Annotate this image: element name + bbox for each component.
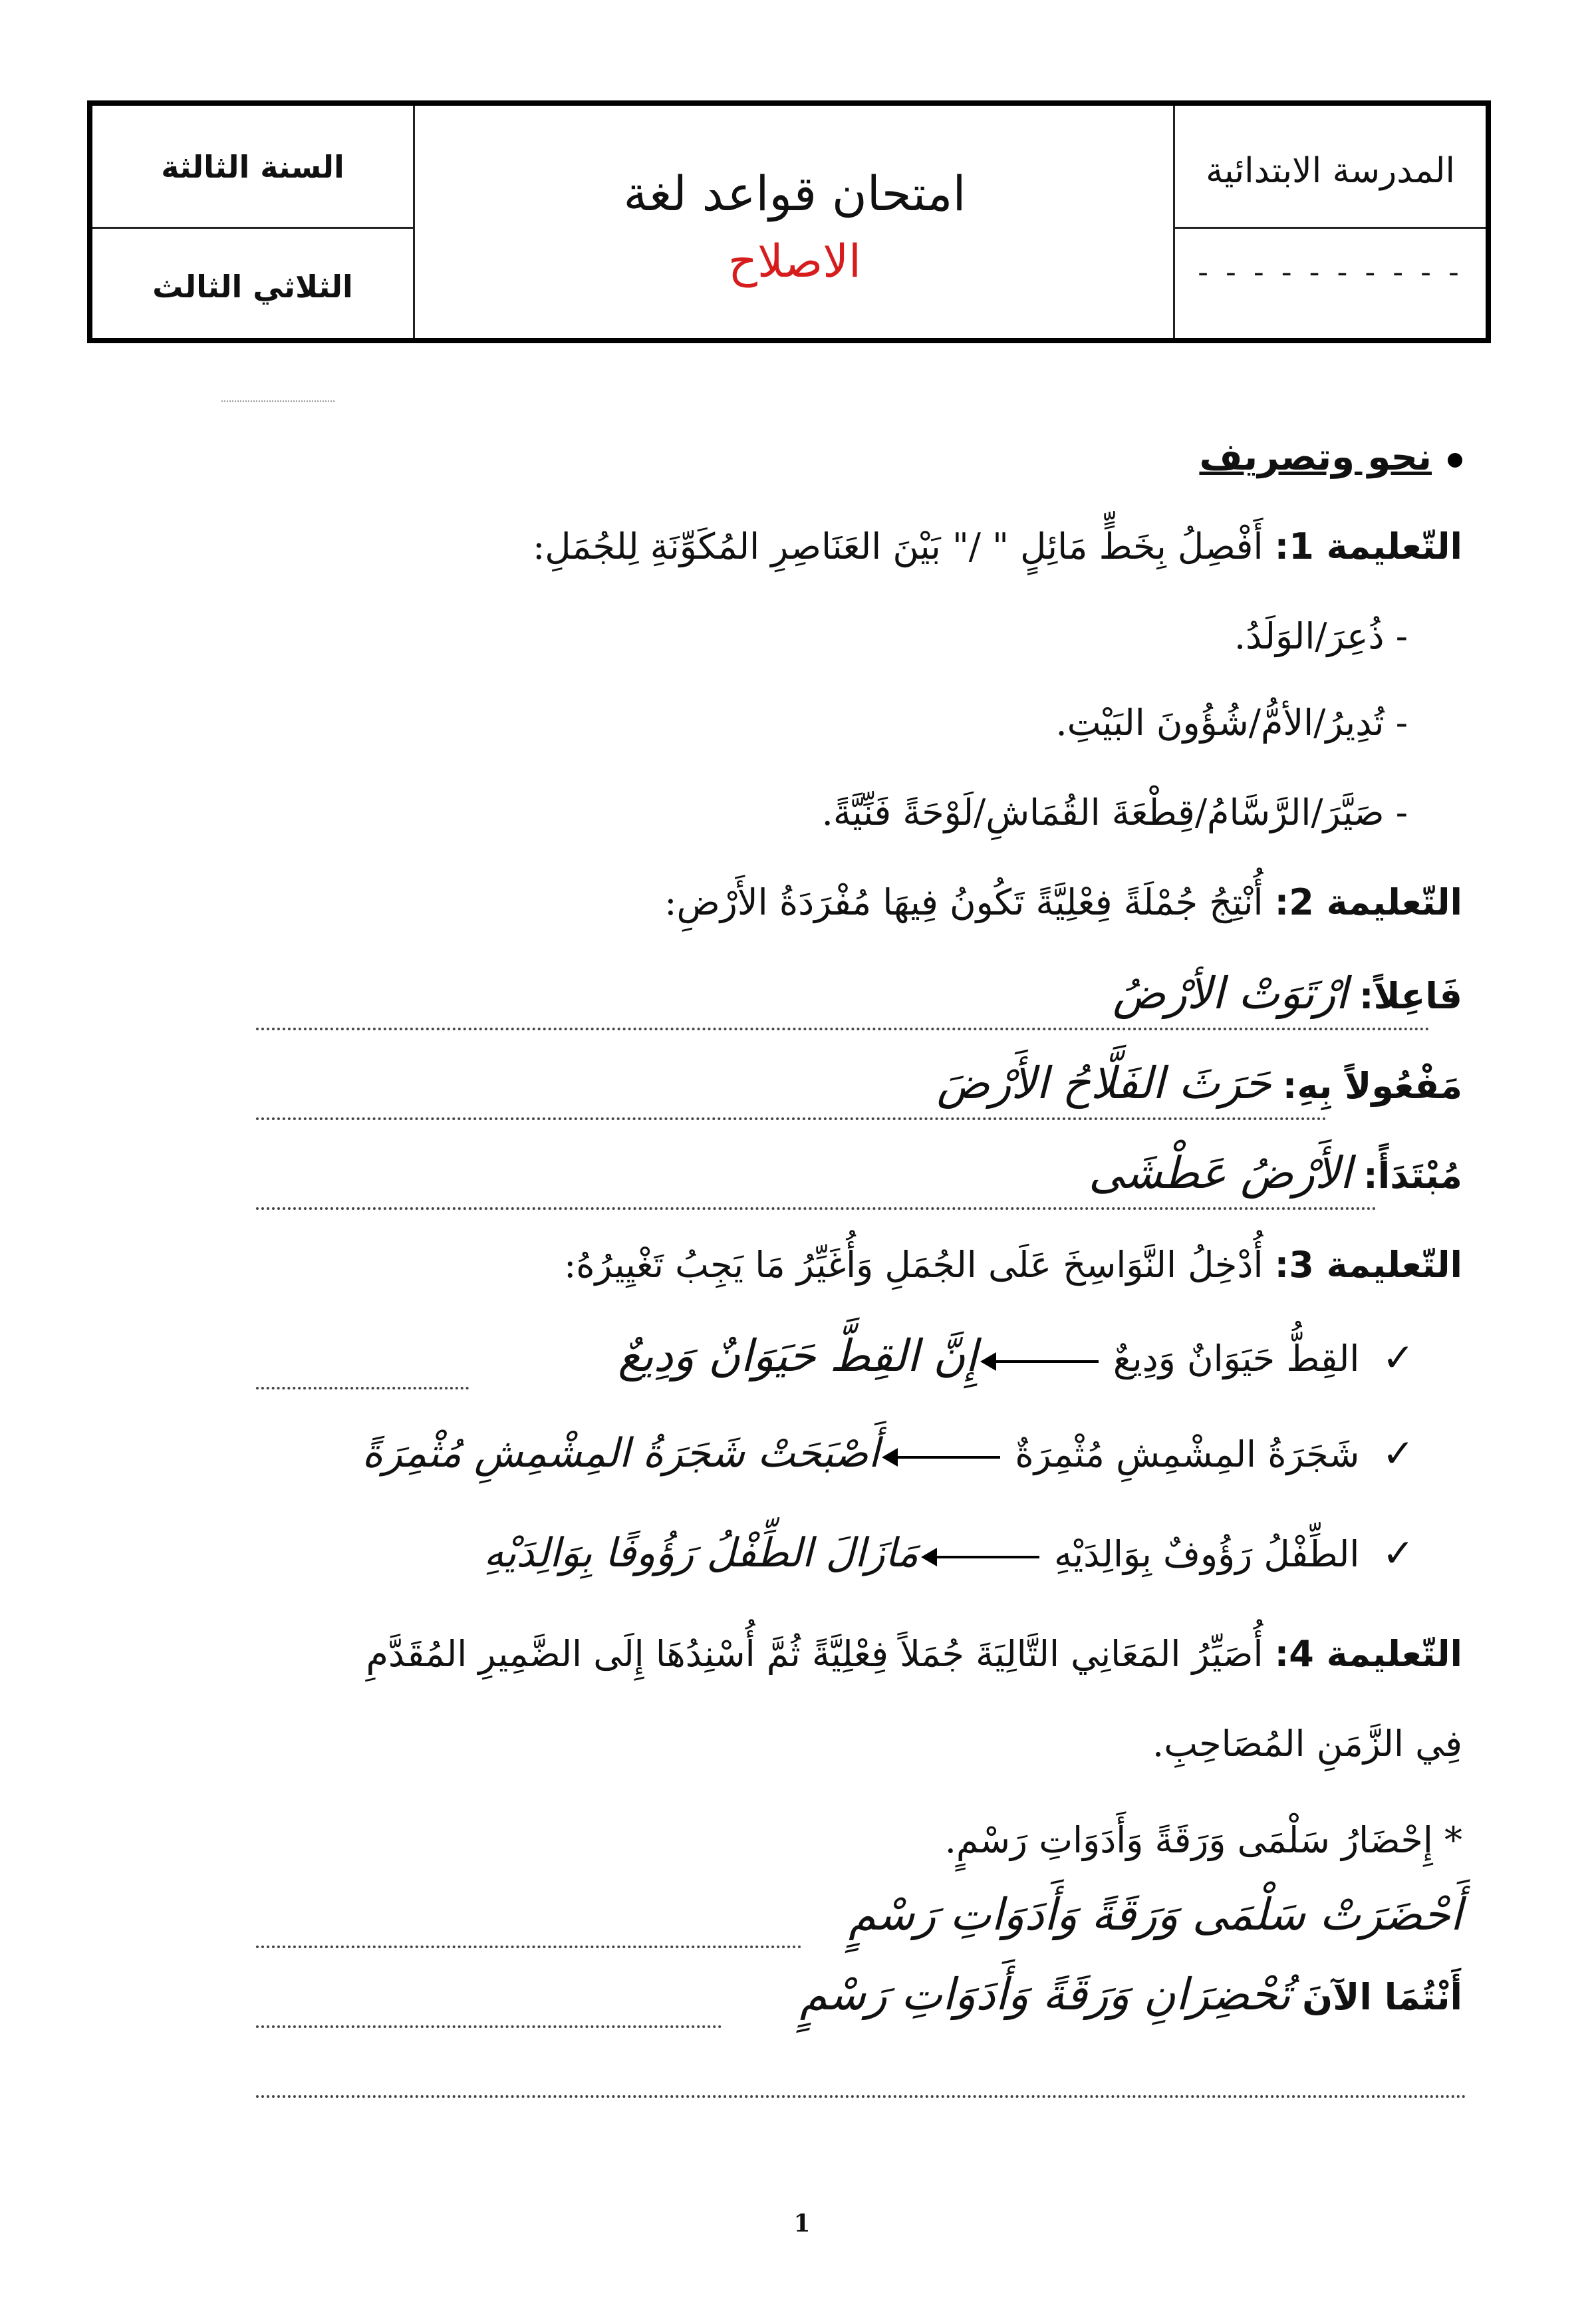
handwritten-answer: الأَرْضُ عَطْشَى: [1088, 1147, 1352, 1199]
q1-text: أَفْصِلُ بِخَطٍّ مَائِلٍ " /" بَيْنَ العَنَاصِرِ المُكَوِّنَةِ لِلجُمَلِ:: [533, 525, 1263, 567]
q4-answer-row: [800, 1969, 1462, 2020]
q1-item: - ذُعِرَ/الوَلَدُ.: [1234, 615, 1408, 657]
q2-row: [1089, 1147, 1462, 1199]
answer-line: [256, 1028, 1430, 1030]
level-cell: [92, 106, 415, 229]
q3-instruction: [564, 1244, 1462, 1286]
handwritten-answer: تُحْضِرَانِ وَرَقَةً وَأَدَوَاتِ رَسْمٍ: [799, 1969, 1291, 2020]
term-cell: [92, 229, 415, 338]
check-icon: ✓: [1382, 1530, 1414, 1576]
q2-role: مَفْعُولاً بِهِ:: [1282, 1065, 1462, 1107]
q2-label: التّعليمة 2:: [1274, 881, 1462, 923]
answer-line: [256, 1207, 1377, 1210]
decorative-line: [221, 400, 334, 402]
q4-instruction-cont: فِي الزَّمَنِ المُصَاحِبِ.: [1152, 1723, 1462, 1765]
arrow-left-icon: [992, 1360, 1099, 1363]
q1-item-text: ذُعِرَ/الوَلَدُ.: [1234, 615, 1385, 657]
check-icon: ✓: [1382, 1431, 1414, 1476]
answer-line: [256, 1946, 801, 1948]
answer-line: [256, 1117, 1327, 1120]
q3-row: [362, 1430, 1414, 1477]
answer-line: [256, 2025, 722, 2028]
q2-role: فَاعِلاً:: [1359, 975, 1462, 1017]
q2-instruction: [664, 881, 1462, 923]
handwritten-answer: ارْتَوَتْ الأرْضُ: [1113, 968, 1348, 1019]
q1-item: - تُدِيرُ/الأمُّ/شُؤُونَ البَيْتِ.: [1055, 702, 1408, 744]
q4-prompt: * إِحْضَارُ سَلْمَى وَرَقَةً وَأَدَوَاتِ رَسْمٍ.: [944, 1819, 1462, 1861]
q3-row: [483, 1530, 1414, 1576]
exam-subtitle: الاصلاح: [728, 235, 861, 288]
q3-source: شَجَرَةُ المِشْمِشِ مُثْمِرَةٌ: [1015, 1433, 1360, 1475]
level-label: السنة الثالثة: [161, 149, 344, 185]
page-number: 1: [793, 2210, 811, 2238]
answer-line: [256, 1387, 469, 1389]
school-name-cell: [1173, 229, 1486, 338]
q4-instruction: [366, 1633, 1463, 1675]
term-label: الثلاثي الثالث: [152, 269, 353, 305]
q3-label: التّعليمة 3:: [1274, 1244, 1462, 1286]
q1-item-text: صَيَّرَ/الرَّسَّامُ/قِطْعَةَ القُمَاشِ/لَوْحَةً فَنِّيَّةً.: [821, 792, 1385, 833]
arrow-left-icon: [933, 1556, 1039, 1558]
q4-pronoun-prefix: أَنْتُمَا الآنَ: [1302, 1976, 1462, 2018]
handwritten-answer: حَرَثَ الفَلَّاحُ الأَرْضَ: [936, 1058, 1271, 1109]
q1-item: - صَيَّرَ/الرَّسَّامُ/قِطْعَةَ القُمَاشِ/لَوْحَةً فَنِّيَّةً.: [821, 792, 1408, 833]
q1-instruction: [533, 525, 1462, 567]
q3-text: أُدْخِلُ النَّوَاسِخَ عَلَى الجُمَلِ وَأُغَيِّرُ مَا يَجِبُ تَغْيِيرُهُ:: [564, 1244, 1263, 1286]
section-heading: [1199, 436, 1462, 479]
q3-row: [618, 1330, 1414, 1381]
q4-label: التّعليمة 4:: [1274, 1633, 1462, 1675]
check-icon: ✓: [1382, 1335, 1414, 1380]
school-cell: [1173, 106, 1486, 229]
handwritten-answer: إِنَّ القِطَّ حَيَوَانٌ وَدِيعٌ: [618, 1330, 978, 1381]
section-title: نحو وتصريف: [1199, 436, 1432, 479]
exam-title: امتحان قواعد لغة: [623, 166, 966, 221]
q1-item-text: تُدِيرُ/الأمُّ/شُؤُونَ البَيْتِ.: [1055, 702, 1385, 744]
school-label: المدرسة الابتدائية: [1206, 151, 1455, 191]
handwritten-answer: مَازَالَ الطِّفْلُ رَؤُوفًا بِوَالِدَيْهِ: [483, 1530, 919, 1576]
q2-row: [1113, 968, 1462, 1019]
q2-row: [937, 1058, 1462, 1109]
q3-source: القِطُّ حَيَوَانٌ وَدِيعٌ: [1113, 1338, 1360, 1380]
q1-label: التّعليمة 1:: [1274, 525, 1462, 567]
arrow-left-icon: [894, 1456, 1000, 1459]
handwritten-answer: أَصْبَحَتْ شَجَرَةُ المِشْمِشِ مُثْمِرَةً: [362, 1430, 880, 1477]
school-name-blank: - - - - - - - - - -: [1198, 255, 1463, 289]
answer-line: [256, 2095, 1466, 2098]
q2-text: أُنْتِجُ جُمْلَةً فِعْلِيَّةً تَكُونُ فِيهَا مُفْرَدَةُ الأَرْضِ:: [664, 881, 1263, 923]
bullet-icon: [1448, 453, 1462, 468]
q3-source: الطِّفْلُ رَؤُوفٌ بِوَالِدَيْهِ: [1054, 1533, 1360, 1575]
q4-answer-row: [849, 1889, 1462, 1940]
exam-header: [87, 100, 1491, 343]
handwritten-answer: أَحْضَرَتْ سَلْمَى وَرَقَةً وَأَدَوَاتِ رَسْمٍ: [849, 1889, 1462, 1940]
q4-text: أُصَيِّرُ المَعَانِي التَّالِيَةَ جُمَلاً فِعْلِيَّةً ثُمَّ أُسْنِدُهَا إِلَى الضَّمِيرِ المُقَدَّمِ: [366, 1633, 1263, 1675]
title-cell: [415, 106, 1174, 338]
q2-role: مُبْتَدَأً:: [1363, 1155, 1462, 1197]
